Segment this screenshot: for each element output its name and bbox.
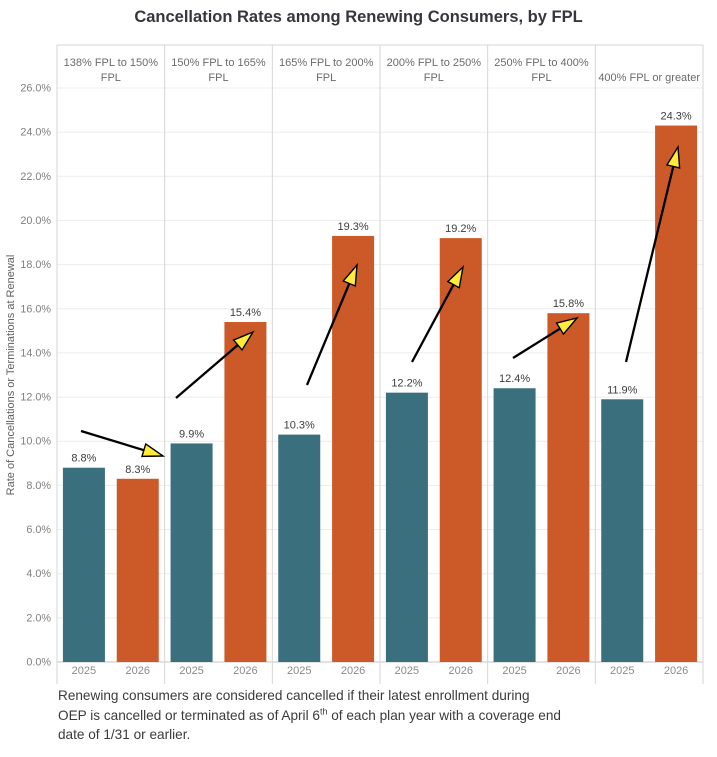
- bar-value-label: 24.3%: [660, 110, 692, 123]
- bar-2025-panel-6: [601, 399, 643, 662]
- bar-2026-panel-3: [332, 236, 374, 662]
- x-tick-label: 2026: [448, 665, 473, 677]
- bar-2025-panel-3: [278, 435, 320, 662]
- x-tick-label: 2025: [610, 665, 635, 677]
- panel-header-label: FPL: [208, 72, 229, 84]
- bar-value-label: 12.2%: [391, 377, 423, 390]
- panel-header-label: FPL: [531, 72, 552, 84]
- bar-2026-panel-4: [440, 238, 482, 662]
- panel-header-label: 165% FPL to 200%: [278, 57, 374, 69]
- footnote-line-1: Renewing consumers are considered cancelled if their latest enrollment during: [58, 688, 530, 703]
- bar-value-label: 8.3%: [125, 463, 151, 476]
- y-tick-label: 10.0%: [20, 435, 51, 448]
- panel-header-label: 150% FPL to 165%: [171, 57, 266, 69]
- x-tick-label: 2026: [340, 665, 366, 677]
- x-tick-label: 2026: [233, 665, 258, 677]
- footnote-line-2b: of each plan year with a coverage end: [327, 707, 561, 723]
- bar-2025-panel-2: [171, 443, 213, 662]
- x-tick-label: 2025: [71, 665, 97, 677]
- change-arrow-head: [142, 444, 163, 456]
- y-tick-label: 26.0%: [20, 82, 51, 95]
- panel-header-label: FPL: [100, 72, 121, 84]
- bar-2026-panel-2: [224, 322, 266, 662]
- x-tick-label: 2025: [287, 665, 312, 677]
- panel-header-label: 138% FPL to 150%: [63, 57, 159, 69]
- y-tick-label: 20.0%: [20, 214, 51, 227]
- x-tick-label: 2025: [394, 665, 420, 677]
- bar-2026-panel-1: [117, 479, 159, 662]
- bar-value-label: 19.2%: [445, 223, 477, 236]
- x-tick-label: 2025: [179, 665, 204, 677]
- chart-title: Cancellation Rates among Renewing Consumers, by FPL: [134, 8, 583, 26]
- x-tick-label: 2026: [125, 665, 150, 677]
- bar-value-label: 9.9%: [179, 428, 205, 441]
- y-tick-label: 14.0%: [20, 347, 51, 360]
- y-tick-label: 12.0%: [20, 391, 51, 404]
- y-tick-label: 16.0%: [20, 303, 51, 316]
- y-tick-label: 18.0%: [20, 259, 51, 272]
- footnote-line-3: date of 1/31 or earlier.: [58, 727, 191, 742]
- bar-2026-panel-6: [655, 126, 697, 662]
- footnote-line-2: OEP is cancelled or terminated as of April 6: [58, 707, 320, 723]
- y-tick-label: 24.0%: [20, 126, 51, 139]
- footnote-superscript: th: [319, 705, 328, 716]
- x-tick-label: 2025: [502, 665, 527, 677]
- bar-2025-panel-4: [386, 393, 428, 662]
- panel-header-label: 200% FPL to 250%: [386, 57, 482, 69]
- bar-2025-panel-1: [63, 468, 105, 662]
- panel-header-label: FPL: [423, 72, 444, 84]
- bar-2026-panel-5: [547, 313, 589, 662]
- bar-value-label: 10.3%: [283, 419, 315, 432]
- y-axis-title: Rate of Cancellations or Terminations at Renewal: [5, 254, 17, 496]
- bar-value-label: 15.4%: [229, 307, 262, 320]
- bar-value-label: 8.8%: [71, 452, 97, 465]
- y-tick-label: 2.0%: [26, 612, 51, 625]
- panel-header-label: 400% FPL or greater: [598, 72, 701, 84]
- bar-value-label: 12.4%: [498, 373, 531, 386]
- panel-header-label: 250% FPL to 400%: [494, 57, 589, 69]
- bar-value-label: 15.8%: [552, 298, 585, 311]
- y-tick-label: 4.0%: [26, 568, 51, 581]
- bar-value-label: 11.9%: [607, 384, 638, 397]
- x-tick-label: 2026: [663, 665, 689, 677]
- x-tick-label: 2026: [556, 665, 581, 677]
- y-tick-label: 22.0%: [20, 170, 51, 183]
- panel-header-label: FPL: [316, 72, 337, 84]
- y-tick-label: 0.0%: [26, 656, 51, 669]
- footnote: [58, 686, 703, 745]
- y-tick-label: 8.0%: [26, 479, 51, 492]
- bar-value-label: 19.3%: [337, 220, 369, 233]
- bar-2025-panel-5: [494, 388, 536, 662]
- y-tick-label: 6.0%: [26, 524, 51, 537]
